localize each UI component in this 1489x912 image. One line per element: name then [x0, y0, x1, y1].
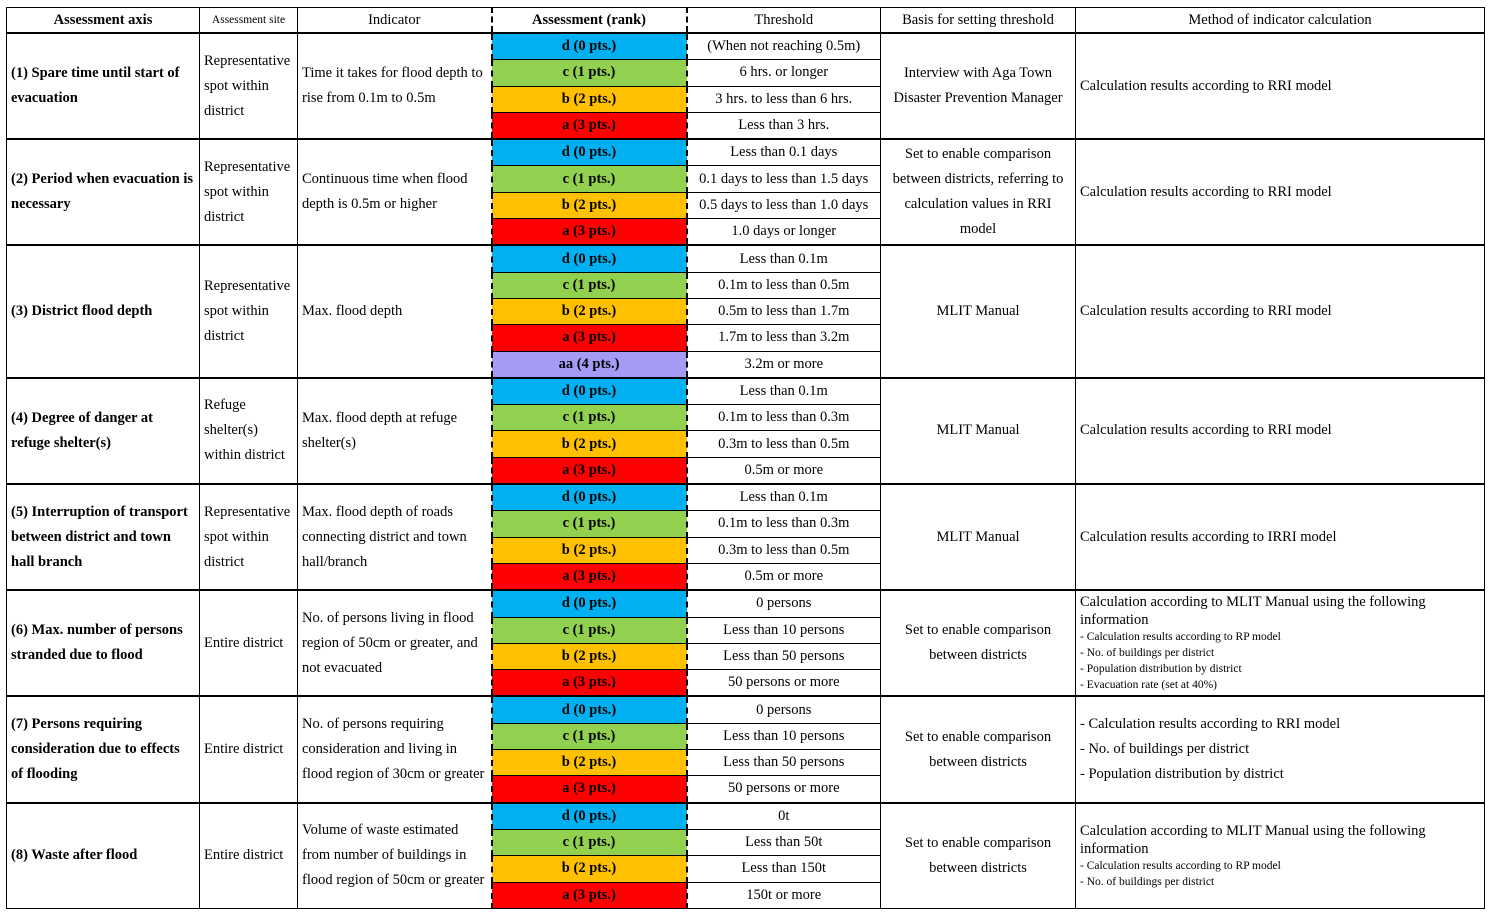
- threshold-cell: Less than 150t: [687, 856, 881, 882]
- assessment-site-cell: Representative spot within district: [200, 139, 298, 245]
- rank-cell: b (2 pts.): [492, 750, 687, 776]
- header-assessment-axis: Assessment axis: [7, 8, 200, 34]
- rank-cell: a (3 pts.): [492, 670, 687, 697]
- rank-cell: c (1 pts.): [492, 829, 687, 855]
- method-cell: Calculation results according to RRI model: [1076, 245, 1485, 377]
- rank-cell: d (0 pts.): [492, 803, 687, 830]
- rank-cell: a (3 pts.): [492, 563, 687, 590]
- method-item: - No. of buildings per district: [1080, 875, 1215, 888]
- basis-cell: MLIT Manual: [881, 378, 1076, 484]
- basis-cell: Set to enable comparison between districts: [881, 590, 1076, 696]
- method-item: - No. of buildings per district: [1080, 741, 1250, 758]
- threshold-cell: 0.5 days to less than 1.0 days: [687, 192, 881, 218]
- assessment-site-cell: Representative spot within district: [200, 484, 298, 590]
- rank-cell: b (2 pts.): [492, 431, 687, 457]
- basis-cell: Interview with Aga Town Disaster Prevention Manager: [881, 33, 1076, 139]
- header-assessment-site: Assessment site: [200, 8, 298, 34]
- threshold-cell: 1.0 days or longer: [687, 219, 881, 246]
- rank-cell: d (0 pts.): [492, 590, 687, 617]
- method-item: - Population distribution by district: [1080, 663, 1242, 676]
- threshold-cell: (When not reaching 0.5m): [687, 33, 881, 60]
- basis-cell: Set to enable comparison between districts: [881, 696, 1076, 802]
- threshold-cell: Less than 50 persons: [687, 750, 881, 776]
- rank-cell: c (1 pts.): [492, 166, 687, 192]
- rank-cell: c (1 pts.): [492, 60, 687, 86]
- rank-cell: a (3 pts.): [492, 325, 687, 351]
- threshold-cell: 1.7m to less than 3.2m: [687, 325, 881, 351]
- assessment-site-cell: Representative spot within district: [200, 245, 298, 377]
- method-title: Calculation according to MLIT Manual using the following information: [1080, 594, 1426, 629]
- rank-cell: c (1 pts.): [492, 272, 687, 298]
- method-item: - Calculation results according to RRI model: [1080, 716, 1341, 733]
- assessment-table: [6, 7, 1485, 909]
- table-row: [7, 696, 1485, 723]
- threshold-cell: Less than 10 persons: [687, 723, 881, 749]
- threshold-cell: 0.3m to less than 0.5m: [687, 431, 881, 457]
- method-item: - No. of buildings per district: [1080, 647, 1215, 660]
- rank-cell: c (1 pts.): [492, 405, 687, 431]
- rank-cell: b (2 pts.): [492, 192, 687, 218]
- assessment-site-cell: Entire district: [200, 696, 298, 802]
- header-assessment-rank: Assessment (rank): [492, 8, 687, 34]
- basis-cell: Set to enable comparison between districts: [881, 803, 1076, 909]
- method-item: - Calculation results according to RP model: [1080, 859, 1281, 872]
- threshold-cell: 0.1m to less than 0.5m: [687, 272, 881, 298]
- threshold-cell: 50 persons or more: [687, 776, 881, 803]
- threshold-cell: Less than 0.1m: [687, 484, 881, 511]
- header-threshold: Threshold: [687, 8, 881, 34]
- indicator-cell: Max. flood depth: [298, 245, 492, 377]
- table-row: [7, 484, 1485, 511]
- rank-cell: c (1 pts.): [492, 723, 687, 749]
- method-cell: [1076, 590, 1485, 696]
- assessment-site-cell: Refuge shelter(s) within district: [200, 378, 298, 484]
- threshold-cell: Less than 50t: [687, 829, 881, 855]
- method-item: - Calculation results according to RP model: [1080, 631, 1281, 644]
- threshold-cell: 3 hrs. to less than 6 hrs.: [687, 86, 881, 112]
- table-row: [7, 33, 1485, 60]
- method-title: Calculation according to MLIT Manual using the following information: [1080, 822, 1426, 857]
- assessment-site-cell: Entire district: [200, 803, 298, 909]
- method-item: - Population distribution by district: [1080, 766, 1284, 783]
- rank-cell: d (0 pts.): [492, 139, 687, 166]
- header-basis: Basis for setting threshold: [881, 8, 1076, 34]
- rank-cell: a (3 pts.): [492, 882, 687, 909]
- assessment-site-cell: Entire district: [200, 590, 298, 696]
- threshold-cell: 3.2m or more: [687, 351, 881, 378]
- threshold-cell: Less than 10 persons: [687, 617, 881, 643]
- threshold-cell: Less than 3 hrs.: [687, 112, 881, 139]
- indicator-cell: Volume of waste estimated from number of buildings in flood region of 50cm or greater: [298, 803, 492, 909]
- rank-cell: d (0 pts.): [492, 484, 687, 511]
- rank-cell: b (2 pts.): [492, 856, 687, 882]
- threshold-cell: 0.5m or more: [687, 563, 881, 590]
- header-row: [7, 8, 1485, 34]
- indicator-cell: Max. flood depth at refuge shelter(s): [298, 378, 492, 484]
- table-row: [7, 378, 1485, 405]
- assessment-axis-cell: (5) Interruption of transport between district and town hall branch: [7, 484, 200, 590]
- threshold-cell: 0.1m to less than 0.3m: [687, 405, 881, 431]
- threshold-cell: 6 hrs. or longer: [687, 60, 881, 86]
- header-indicator: Indicator: [298, 8, 492, 34]
- indicator-cell: No. of persons requiring consideration and living in flood region of 30cm or greater: [298, 696, 492, 802]
- basis-cell: Set to enable comparison between districts, referring to calculation values in RRI model: [881, 139, 1076, 245]
- table-row: [7, 590, 1485, 617]
- threshold-cell: 0.5m or more: [687, 457, 881, 484]
- assessment-axis-cell: (8) Waste after flood: [7, 803, 200, 909]
- method-item: - Evacuation rate (set at 40%): [1080, 679, 1217, 692]
- threshold-cell: 0 persons: [687, 696, 881, 723]
- threshold-cell: 0.3m to less than 0.5m: [687, 537, 881, 563]
- basis-cell: MLIT Manual: [881, 484, 1076, 590]
- threshold-cell: 50 persons or more: [687, 670, 881, 697]
- rank-cell: a (3 pts.): [492, 776, 687, 803]
- rank-cell: d (0 pts.): [492, 33, 687, 60]
- indicator-cell: Max. flood depth of roads connecting district and town hall/branch: [298, 484, 492, 590]
- method-cell: Calculation results according to RRI model: [1076, 139, 1485, 245]
- rank-cell: a (3 pts.): [492, 112, 687, 139]
- threshold-cell: Less than 50 persons: [687, 643, 881, 669]
- rank-cell: a (3 pts.): [492, 219, 687, 246]
- table-row: [7, 245, 1485, 272]
- threshold-cell: 0t: [687, 803, 881, 830]
- threshold-cell: 0.1 days to less than 1.5 days: [687, 166, 881, 192]
- threshold-cell: Less than 0.1 days: [687, 139, 881, 166]
- method-cell: [1076, 803, 1485, 909]
- rank-cell: b (2 pts.): [492, 298, 687, 324]
- table-row: [7, 139, 1485, 166]
- assessment-axis-cell: (6) Max. number of persons stranded due to flood: [7, 590, 200, 696]
- assessment-axis-cell: (4) Degree of danger at refuge shelter(s): [7, 378, 200, 484]
- rank-cell: b (2 pts.): [492, 86, 687, 112]
- rank-cell: b (2 pts.): [492, 643, 687, 669]
- rank-cell: b (2 pts.): [492, 537, 687, 563]
- rank-cell: c (1 pts.): [492, 617, 687, 643]
- threshold-cell: 150t or more: [687, 882, 881, 909]
- basis-cell: MLIT Manual: [881, 245, 1076, 377]
- method-cell: [1076, 696, 1485, 802]
- rank-cell: d (0 pts.): [492, 378, 687, 405]
- rank-cell: a (3 pts.): [492, 457, 687, 484]
- rank-cell: d (0 pts.): [492, 696, 687, 723]
- assessment-axis-cell: (2) Period when evacuation is necessary: [7, 139, 200, 245]
- table-row: [7, 803, 1485, 830]
- assessment-axis-cell: (3) District flood depth: [7, 245, 200, 377]
- rank-cell: aa (4 pts.): [492, 351, 687, 378]
- indicator-cell: Time it takes for flood depth to rise from 0.1m to 0.5m: [298, 33, 492, 139]
- threshold-cell: Less than 0.1m: [687, 378, 881, 405]
- method-cell: Calculation results according to IRRI model: [1076, 484, 1485, 590]
- table-body: [7, 33, 1485, 909]
- assessment-site-cell: Representative spot within district: [200, 33, 298, 139]
- indicator-cell: Continuous time when flood depth is 0.5m or higher: [298, 139, 492, 245]
- indicator-cell: No. of persons living in flood region of 50cm or greater, and not evacuated: [298, 590, 492, 696]
- method-cell: Calculation results according to RRI model: [1076, 378, 1485, 484]
- rank-cell: d (0 pts.): [492, 245, 687, 272]
- header-method: Method of indicator calculation: [1076, 8, 1485, 34]
- threshold-cell: 0.5m to less than 1.7m: [687, 298, 881, 324]
- rank-cell: c (1 pts.): [492, 511, 687, 537]
- threshold-cell: Less than 0.1m: [687, 245, 881, 272]
- assessment-axis-cell: (1) Spare time until start of evacuation: [7, 33, 200, 139]
- method-cell: Calculation results according to RRI model: [1076, 33, 1485, 139]
- threshold-cell: 0.1m to less than 0.3m: [687, 511, 881, 537]
- threshold-cell: 0 persons: [687, 590, 881, 617]
- assessment-axis-cell: (7) Persons requiring consideration due to effects of flooding: [7, 696, 200, 802]
